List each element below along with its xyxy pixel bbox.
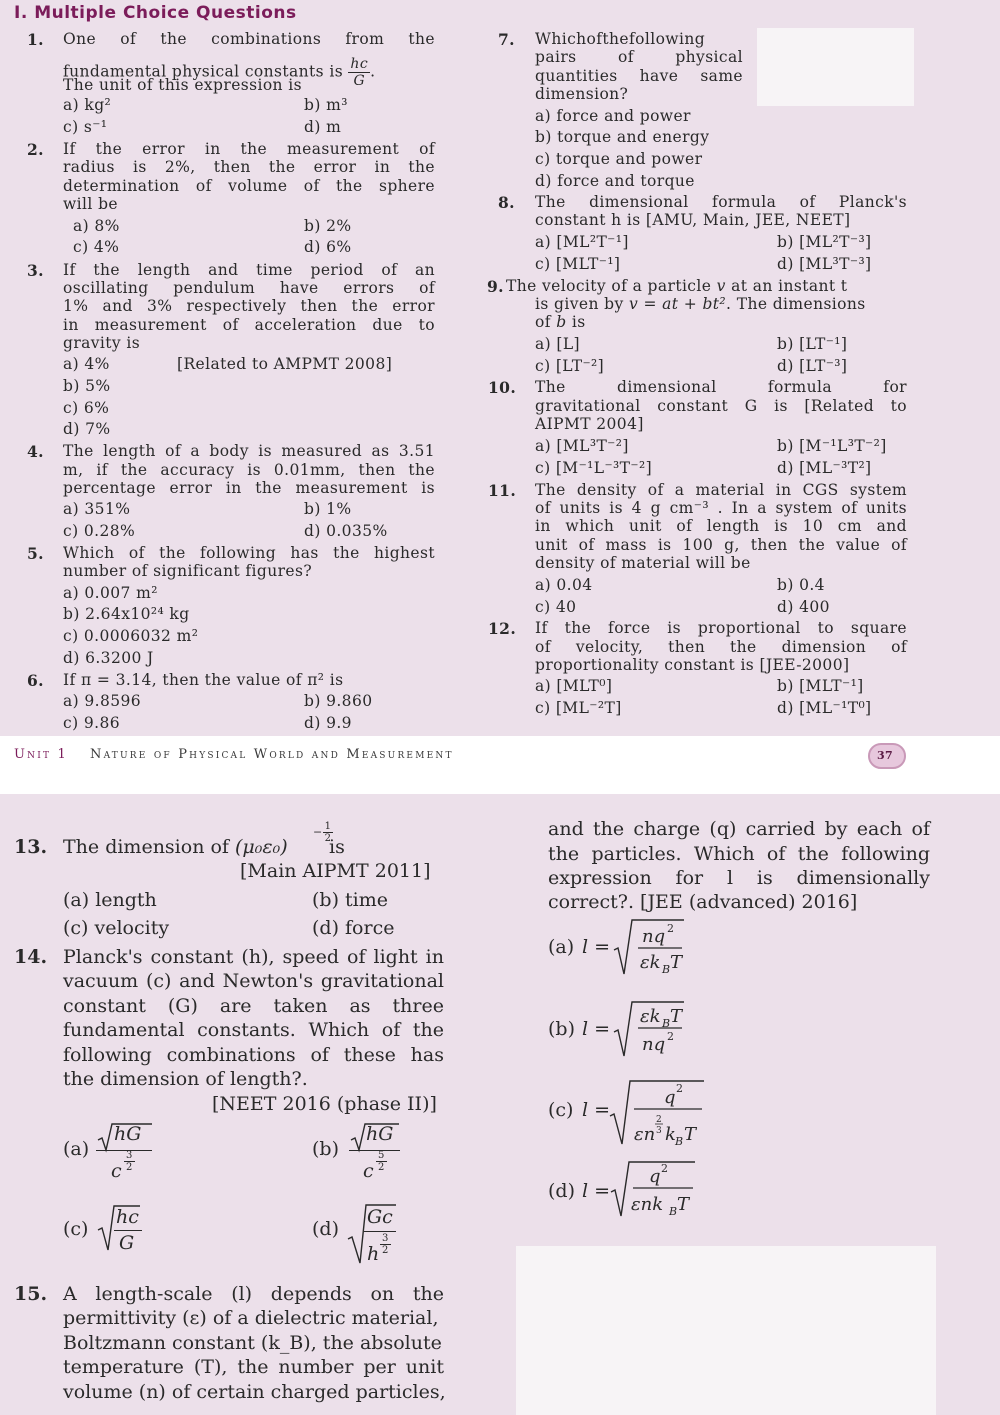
q15-option-a-expression (612, 918, 688, 978)
q8-text-2: constant h is [AMU, Main, JEE, NEET] (535, 211, 851, 229)
svg-text:T: T (684, 1124, 697, 1145)
q12-text-1: If the force is proportional to square (535, 619, 907, 637)
q15-option-d-expression (609, 1160, 699, 1220)
q4-number: 4. (27, 442, 44, 461)
svg-text:2: 2 (667, 922, 674, 935)
q3-text-5: gravity is (63, 334, 141, 352)
q1-text-3: The unit of this expression is (63, 76, 302, 94)
q14-option-b-label: (b) (312, 1138, 339, 1160)
section-title: I. Multiple Choice Questions (14, 3, 297, 23)
svg-text:nq: nq (642, 926, 666, 947)
q10-text-1: The dimensional formula for (535, 378, 907, 396)
footer-unit: Unit 1 (14, 747, 68, 762)
svg-text:B: B (675, 1135, 684, 1148)
q15-option-c-expression (608, 1078, 708, 1148)
q14-text-3: constant (G) are taken as three (63, 995, 444, 1017)
svg-text:2: 2 (661, 1162, 668, 1175)
q2-text-1: If the error in the measurement of (63, 140, 435, 158)
q11-option-c: c) 40 (535, 598, 577, 616)
q15-text-r4: correct?. [JEE (advanced) 2016] (548, 891, 858, 913)
q2-text-2: radius is 2%, then the error in the (63, 158, 435, 176)
page-footer-band (0, 736, 1000, 794)
q7-number: 7. (498, 30, 515, 49)
q1-option-b: b) m³ (304, 96, 348, 114)
q15-option-a-lhs: l = (582, 936, 611, 958)
q12-option-a: a) [MLT⁰] (535, 677, 613, 695)
q15-option-c-label: (c) (548, 1099, 574, 1121)
q10-option-d: d) [ML⁻³T²] (777, 459, 872, 477)
q8-option-c: c) [MLT⁻¹] (535, 255, 621, 273)
svg-text:εk: εk (640, 952, 661, 973)
blank-patch-top (757, 28, 914, 106)
q3-option-d: d) 7% (63, 420, 111, 438)
q3-option-c: c) 6% (63, 399, 110, 417)
q14-option-b-den: c (363, 1160, 374, 1182)
q14-number: 14. (14, 946, 48, 968)
q15-text-1: A length-scale (l) depends on the (63, 1283, 444, 1305)
blank-patch-bottom (516, 1246, 936, 1415)
page-number: 37 (877, 749, 894, 762)
q7-option-d: d) force and torque (535, 172, 695, 190)
svg-text:B: B (662, 1017, 671, 1030)
q2-text-3: determination of volume of the sphere (63, 177, 435, 195)
q12-text-3: proportionality constant is [JEE-2000] (535, 656, 850, 674)
svg-text:εn: εn (634, 1124, 656, 1145)
q15-option-b-label: (b) (548, 1018, 575, 1040)
q2-option-c: c) 4% (73, 238, 120, 256)
q10-option-b: b) [M⁻¹L³T⁻²] (777, 437, 887, 455)
footer-unit-title: Nature of Physical World and Measurement (90, 747, 454, 762)
svg-text:εk: εk (640, 1006, 661, 1027)
q9-option-b: b) [LT⁻¹] (777, 335, 848, 353)
q3-text-2: oscillating pendulum have errors of (63, 279, 435, 297)
q12-option-d: d) [ML⁻¹T⁰] (777, 699, 872, 717)
q7-text-4: dimension? (535, 85, 629, 103)
q5-option-a: a) 0.007 m² (63, 584, 158, 602)
q5-text-2: number of significant figures? (63, 562, 313, 580)
q1-frac-num: hc (350, 56, 369, 72)
q6-option-c: c) 9.86 (63, 714, 120, 732)
q3-text-1: If the length and time period of an (63, 261, 435, 279)
q14-option-d-den: h (367, 1243, 380, 1265)
q13-option-d: (d) force (312, 917, 395, 939)
q3-text-3: 1% and 3% respectively then the error (63, 297, 435, 315)
q6-text-1: If π = 3.14, then the value of π² is (63, 671, 344, 689)
q15-option-d-lhs: l = (582, 1180, 611, 1202)
q14-option-d-label: (d) (312, 1218, 339, 1240)
q14-text-5: following combinations of these has (63, 1044, 444, 1066)
q7-option-b: b) torque and energy (535, 128, 710, 146)
q6-option-d: d) 9.9 (304, 714, 352, 732)
q5-option-b: b) 2.64x10²⁴ kg (63, 605, 190, 623)
q13-source-note: [Main AIPMT 2011] (240, 860, 431, 882)
svg-text:2: 2 (656, 1115, 662, 1125)
q1-option-d: d) m (304, 118, 342, 136)
q4-option-a: a) 351% (63, 500, 131, 518)
q15-text-3: Boltzmann constant (k_B), the absolute (63, 1332, 442, 1354)
q14-option-b-num: hG (366, 1123, 394, 1145)
q2-text-4: will be (63, 195, 118, 213)
q7-text-1: Whichofthefollowing (535, 30, 706, 48)
q9-text-2: is given by v = at + bt². The dimensions (535, 295, 866, 313)
q11-option-b: b) 0.4 (777, 576, 825, 594)
q4-option-c: c) 0.28% (63, 522, 136, 540)
q15-text-r1: and the charge (q) carried by each of (548, 818, 930, 840)
q4-option-b: b) 1% (304, 500, 352, 518)
q14-option-c-bar (114, 1230, 142, 1231)
q11-text-5: density of material will be (535, 554, 751, 572)
q14-option-a-den-exp: $\frac{3}{2}$ (126, 1150, 133, 1173)
q14-option-c-label: (c) (63, 1218, 89, 1240)
q15-text-r3: expression for l is dimensionally (548, 867, 930, 889)
q6-number: 6. (27, 671, 44, 690)
q14-text-1: Planck's constant (h), speed of light in (63, 946, 444, 968)
q7-text-2: pairs of physical (535, 48, 743, 66)
q3-option-a: a) 4% (63, 355, 110, 373)
q4-option-d: d) 0.035% (304, 522, 388, 540)
q12-number: 12. (488, 619, 517, 638)
q13-text: The dimension of (μ₀ε₀) (63, 836, 288, 858)
q5-number: 5. (27, 544, 44, 563)
q9-option-c: c) [LT⁻²] (535, 357, 605, 375)
q2-option-a: a) 8% (73, 217, 120, 235)
q7-option-a: a) force and power (535, 107, 691, 125)
q9-text-3: of b is (535, 313, 586, 331)
svg-text:T: T (670, 952, 683, 973)
q1-frac-den: G (353, 73, 366, 89)
svg-text:q: q (649, 1166, 661, 1187)
q4-text-1: The length of a body is measured as 3.51 (63, 442, 435, 460)
q14-option-c-num: hc (116, 1206, 139, 1228)
q3-number: 3. (27, 261, 44, 280)
q1-text-1: One of the combinations from the (63, 30, 435, 48)
q5-text-1: Which of the following has the highest (63, 544, 435, 562)
q2-option-d: d) 6% (304, 238, 352, 256)
q8-number: 8. (498, 193, 515, 212)
q1-option-a: a) kg² (63, 96, 112, 114)
q11-text-3: in which unit of length is 10 cm and (535, 517, 907, 535)
q4-text-2: m, if the accuracy is 0.01mm, then the (63, 461, 435, 479)
q2-option-b: b) 2% (304, 217, 352, 235)
q14-option-d-bar (364, 1231, 396, 1232)
q3-source-note: [Related to AMPMT 2008] (177, 355, 393, 373)
q9-number: 9. (487, 277, 504, 296)
q14-option-a-label: (a) (63, 1138, 90, 1160)
svg-text:εnk: εnk (631, 1194, 664, 1215)
q14-option-b-den-exp: $\frac{5}{2}$ (378, 1150, 385, 1173)
q2-number: 2. (27, 140, 44, 159)
q9-text-1: The velocity of a particle v at an instant t (506, 277, 848, 295)
q15-text-r2: the particles. Which of the following (548, 843, 930, 865)
q4-text-3: percentage error in the measurement is (63, 479, 435, 497)
q8-option-b: b) [ML²T⁻³] (777, 233, 872, 251)
q15-text-2: permittivity (ε) of a dielectric material, (63, 1307, 439, 1329)
q15-number: 15. (14, 1283, 48, 1305)
q8-text-1: The dimensional formula of Planck's (535, 193, 907, 211)
q8-option-a: a) [ML²T⁻¹] (535, 233, 629, 251)
svg-text:q: q (664, 1087, 676, 1108)
svg-text:2: 2 (667, 1030, 674, 1043)
q14-option-c-den: G (119, 1232, 135, 1254)
svg-text:2: 2 (676, 1082, 683, 1095)
q8-option-d: d) [ML³T⁻³] (777, 255, 872, 273)
q7-text-3: quantities have same (535, 67, 743, 85)
q11-option-a: a) 0.04 (535, 576, 593, 594)
q1-text-2: fundamental physical constants is $\frac{hc}{G}$ . (63, 56, 376, 89)
q14-source-note: [NEET 2016 (phase II)] (212, 1093, 437, 1115)
q11-text-2: of units is 4 g cm⁻³ . In a system of units (535, 499, 907, 517)
svg-text:T: T (677, 1194, 690, 1215)
q15-text-4: temperature (T), the number per unit (63, 1356, 444, 1378)
q14-text-4: fundamental constants. Which of the (63, 1019, 444, 1041)
q12-text-2: of velocity, then the dimension of (535, 638, 907, 656)
q10-number: 10. (488, 378, 517, 397)
svg-text:B: B (662, 963, 671, 976)
q10-text-3: AIPMT 2004] (535, 415, 644, 433)
q11-text-4: unit of mass is 100 g, then the value of (535, 536, 907, 554)
q15-option-d-label: (d) (548, 1180, 575, 1202)
q15-option-b-expression (612, 1000, 688, 1060)
q15-text-5: volume (n) of certain charged particles, (63, 1381, 446, 1403)
q13-option-a: (a) length (63, 889, 157, 911)
svg-text:B: B (669, 1205, 678, 1218)
q14-option-a-den: c (111, 1160, 122, 1182)
q11-text-1: The density of a material in CGS system (535, 481, 907, 499)
svg-text:nq: nq (642, 1034, 666, 1055)
q15-option-b-lhs: l = (582, 1018, 611, 1040)
q11-number: 11. (488, 481, 517, 500)
svg-text:T: T (670, 1006, 683, 1027)
q13-option-b: (b) time (312, 889, 388, 911)
q14-option-d-num: Gc (367, 1206, 393, 1228)
q1-option-c: c) s⁻¹ (63, 118, 108, 136)
q14-text-2: vacuum (c) and Newton's gravitational (63, 970, 444, 992)
q11-option-d: d) 400 (777, 598, 830, 616)
q5-option-c: c) 0.0006032 m² (63, 627, 199, 645)
q12-option-c: c) [ML⁻²T] (535, 699, 622, 717)
q13-text-is: is (329, 836, 345, 858)
q9-option-a: a) [L] (535, 335, 581, 353)
q13-exponent: − $\frac{1}{2}$ (313, 821, 332, 844)
q14-text-6: the dimension of length?. (63, 1068, 308, 1090)
q10-text-2: gravitational constant G is [Related to (535, 397, 907, 415)
q13-option-c: (c) velocity (63, 917, 170, 939)
q3-text-4: in measurement of acceleration due to (63, 316, 435, 334)
q14-option-b-bar (349, 1150, 400, 1151)
svg-text:k: k (665, 1124, 676, 1145)
q15-option-c-lhs: l = (582, 1099, 611, 1121)
svg-text:3: 3 (656, 1126, 662, 1136)
q10-option-c: c) [M⁻¹L⁻³T⁻²] (535, 459, 653, 477)
q3-option-b: b) 5% (63, 377, 111, 395)
q12-option-b: b) [MLT⁻¹] (777, 677, 864, 695)
q1-number: 1. (27, 30, 44, 49)
q7-option-c: c) torque and power (535, 150, 703, 168)
q15-option-a-label: (a) (548, 936, 575, 958)
q5-option-d: d) 6.3200 J (63, 649, 154, 667)
q6-option-b: b) 9.860 (304, 692, 373, 710)
q14-option-d-den-exp: $\frac{3}{2}$ (382, 1233, 389, 1256)
q9-option-d: d) [LT⁻³] (777, 357, 848, 375)
q10-option-a: a) [ML³T⁻²] (535, 437, 629, 455)
q13-number: 13. (14, 836, 48, 858)
q6-option-a: a) 9.8596 (63, 692, 142, 710)
q14-option-a-num: hG (114, 1123, 142, 1145)
